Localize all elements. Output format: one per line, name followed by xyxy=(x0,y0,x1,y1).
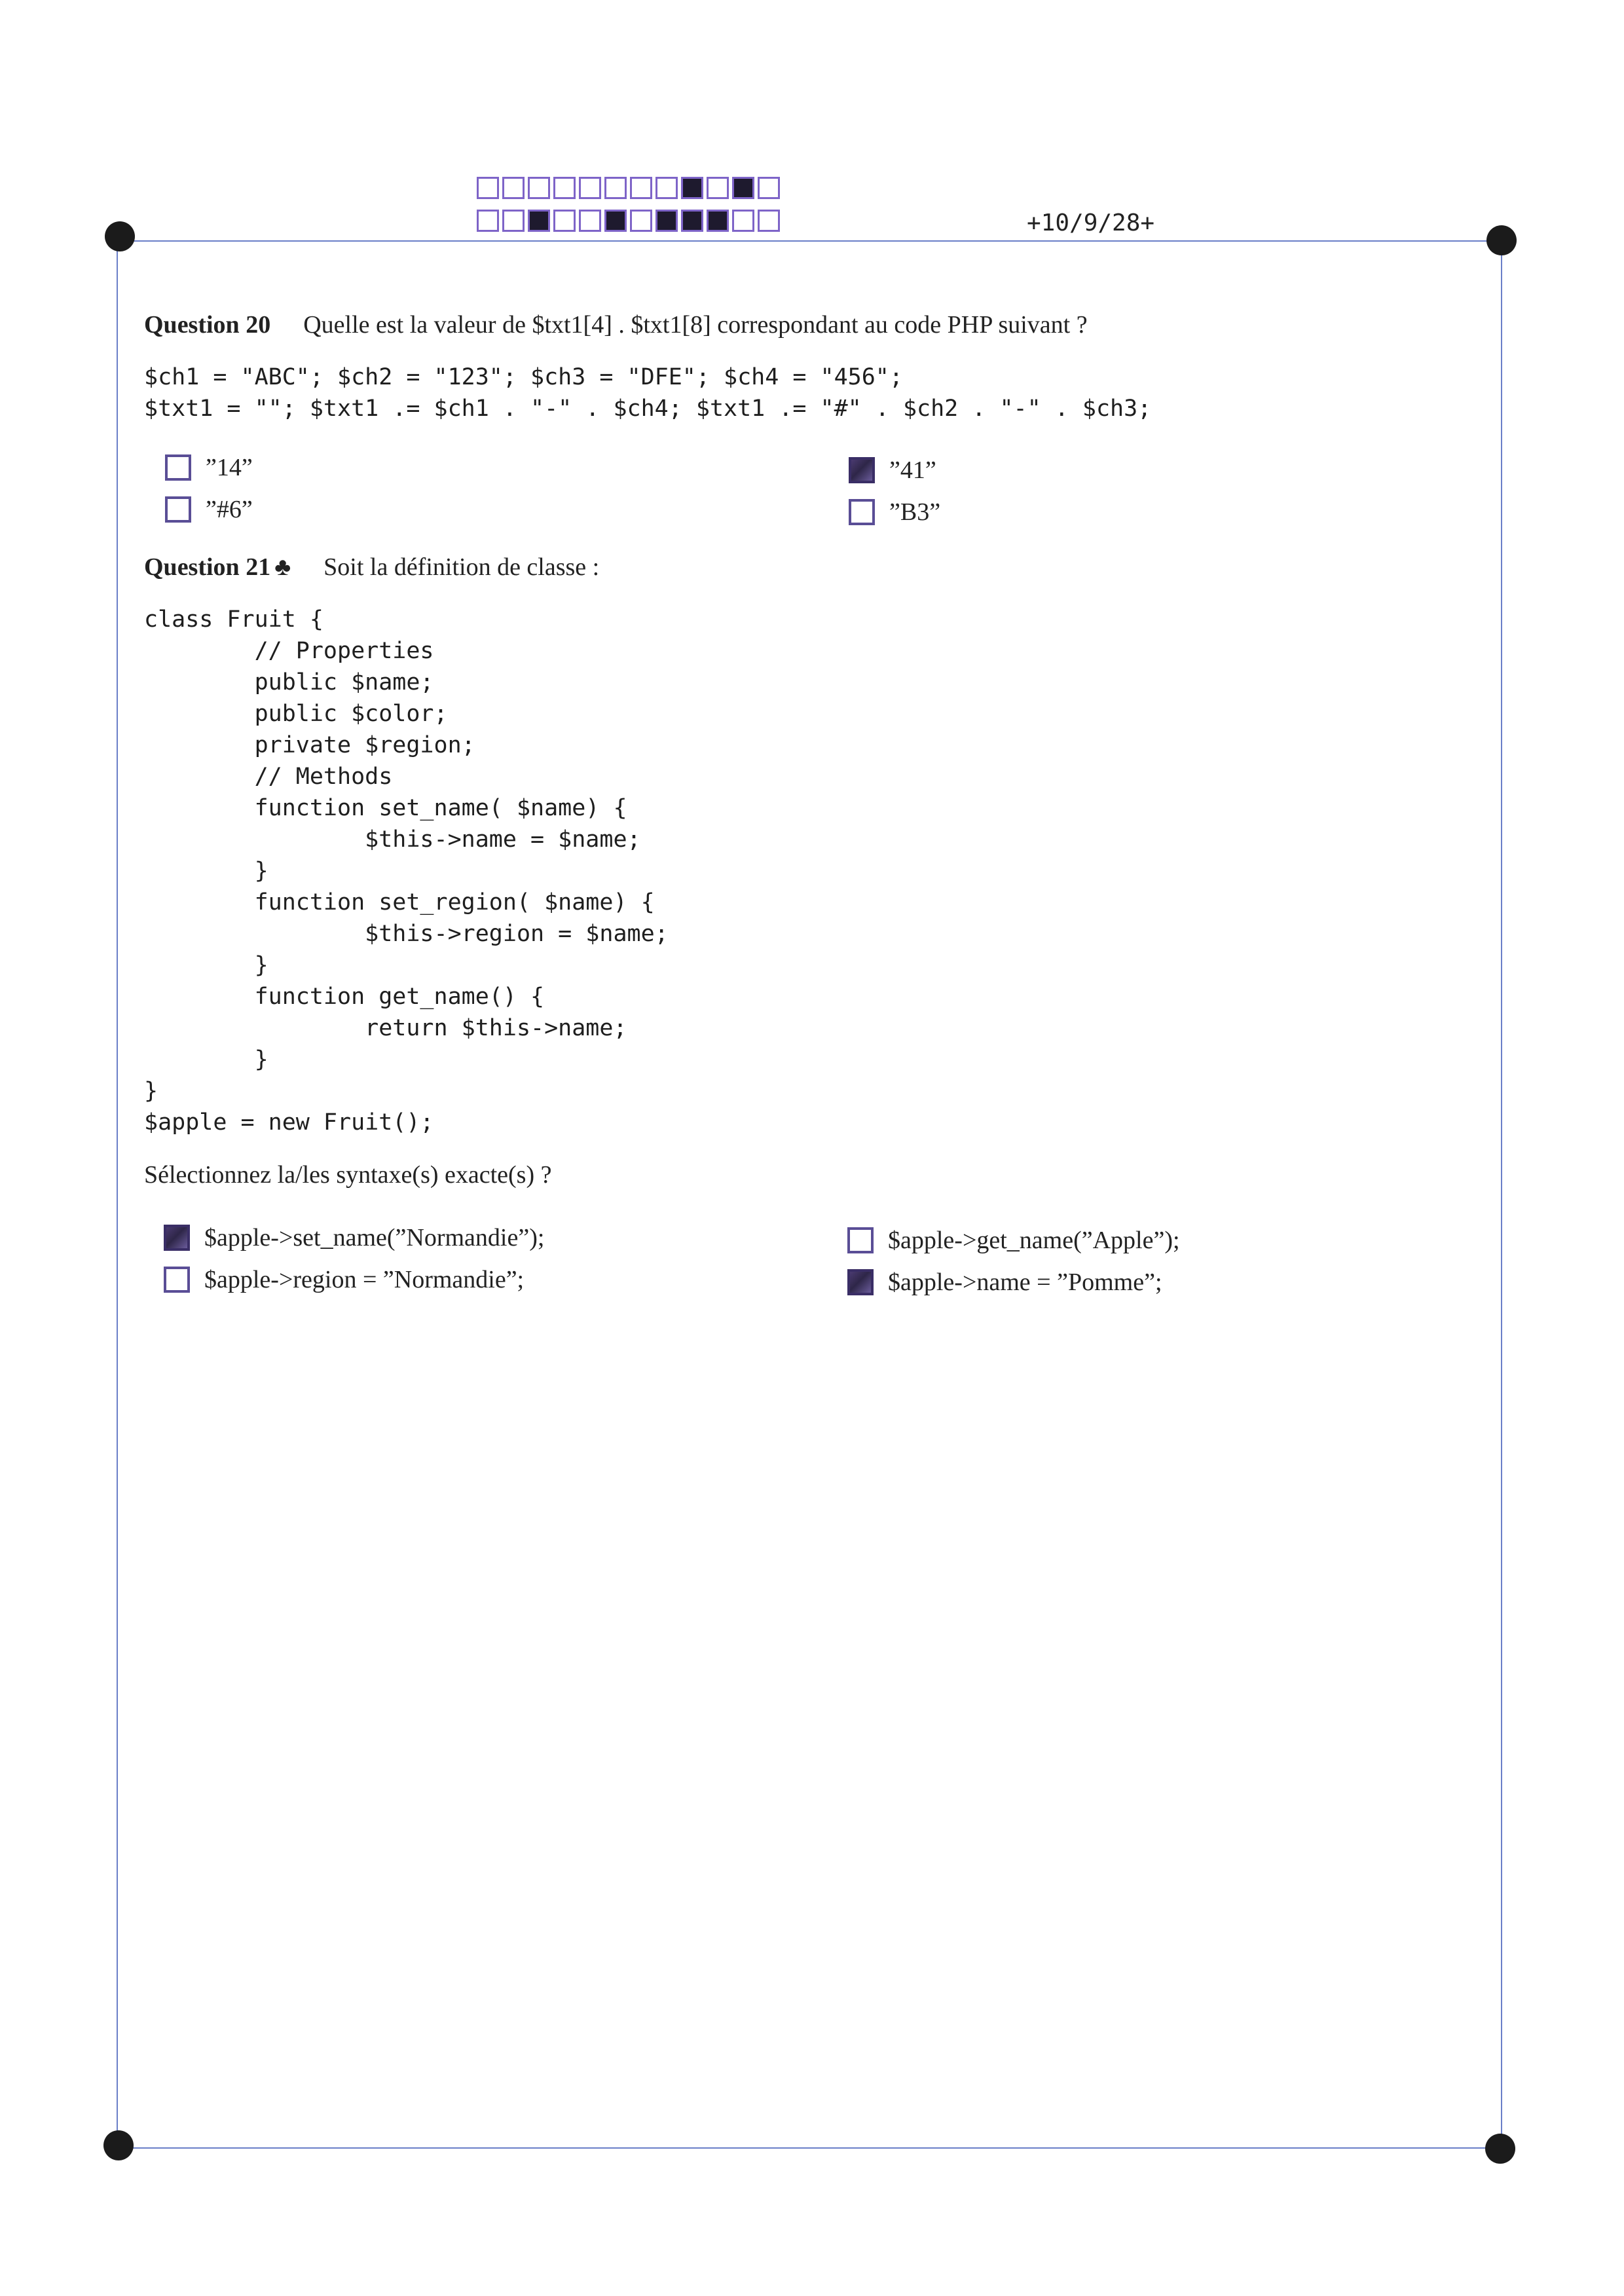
barcode-cell xyxy=(528,210,550,232)
q20-option-41[interactable] xyxy=(849,456,936,485)
q21-option-name-pomme-label: $apple->name = ”Pomme”; xyxy=(888,1268,1162,1296)
barcode-cell xyxy=(604,210,627,232)
q20-option-b3-label: ”B3” xyxy=(889,498,941,526)
barcode-cell xyxy=(630,210,652,232)
barcode-cell xyxy=(528,177,550,199)
q21-option-get-name[interactable] xyxy=(847,1226,1180,1255)
question-20-code: $ch1 = "ABC"; $ch2 = "123"; $ch3 = "DFE"; $ch4 = "456"; $txt1 = ""; $txt1 .= $ch1 . "-" . $ch4; $txt1 .= "#" . $ch2 . "-" . $ch3; xyxy=(144,364,1152,422)
q20-option-hash6[interactable] xyxy=(165,495,253,524)
barcode-cell xyxy=(655,177,678,199)
barcode-cell xyxy=(502,210,525,232)
barcode-cell xyxy=(502,177,525,199)
barcode-row-top xyxy=(477,177,783,199)
q20-option-14[interactable] xyxy=(165,453,253,482)
barcode-cell xyxy=(630,177,652,199)
barcode-cell xyxy=(553,177,576,199)
barcode-row-bottom xyxy=(477,210,783,232)
barcode-cell xyxy=(579,210,601,232)
q20-option-14-checkbox[interactable] xyxy=(165,454,191,481)
corner-marker-top-left xyxy=(105,221,135,251)
q20-option-hash6-checkbox[interactable] xyxy=(165,496,191,523)
question-21-code: class Fruit { // Properties public $name; public $color; private $region; // Methods function set_name( $name) { $this->name = $name; } function set_region( $name) { $this->region = $name; } function get_name() { return $this->name; } } $apple = new Fruit(); xyxy=(144,606,669,1136)
q21-option-name-pomme[interactable] xyxy=(847,1268,1162,1297)
barcode-cell xyxy=(681,210,703,232)
barcode-cell xyxy=(707,177,729,199)
barcode-cell xyxy=(732,177,754,199)
q21-option-name-pomme-checkbox[interactable] xyxy=(847,1269,874,1295)
barcode-cell xyxy=(707,210,729,232)
q21-option-region-label: $apple->region = ”Normandie”; xyxy=(204,1266,525,1293)
question-20-header xyxy=(144,310,1088,339)
q20-option-41-label: ”41” xyxy=(889,456,936,484)
q20-option-41-checkbox[interactable] xyxy=(849,457,875,483)
question-21-text: Soit la définition de classe : xyxy=(323,553,600,581)
q21-option-region-checkbox[interactable] xyxy=(164,1267,190,1293)
q21-option-get-name-label: $apple->get_name(”Apple”); xyxy=(888,1227,1180,1254)
corner-marker-bottom-right xyxy=(1485,2134,1515,2164)
question-20-text: Quelle est la valeur de $txt1[4] . $txt1[8] correspondant au code PHP suivant ? xyxy=(303,311,1088,339)
barcode-cell xyxy=(681,177,703,199)
q21-option-set-name-checkbox[interactable] xyxy=(164,1225,190,1251)
corner-marker-top-right xyxy=(1486,225,1517,255)
q21-option-get-name-checkbox[interactable] xyxy=(847,1227,874,1253)
barcode-cell xyxy=(758,210,780,232)
q21-option-set-name[interactable] xyxy=(164,1223,544,1252)
q20-option-hash6-label: ”#6” xyxy=(206,496,253,523)
corner-marker-bottom-left xyxy=(103,2130,134,2160)
barcode-cell xyxy=(655,210,678,232)
q20-option-14-label: ”14” xyxy=(206,454,253,481)
page-id: +10/9/28+ xyxy=(1027,210,1155,236)
barcode-cell xyxy=(579,177,601,199)
question-21-header xyxy=(144,553,599,582)
q20-option-b3[interactable] xyxy=(849,498,940,527)
q21-option-set-name-label: $apple->set_name(”Normandie”); xyxy=(204,1224,545,1251)
q20-option-b3-checkbox[interactable] xyxy=(849,499,875,525)
barcode-cell xyxy=(477,177,499,199)
question-21-label: Question 21 ♣ xyxy=(144,553,291,581)
question-21-prompt: Sélectionnez la/les syntaxe(s) exacte(s) ? xyxy=(144,1161,552,1189)
barcode-cell xyxy=(477,210,499,232)
question-20-label: Question 20 xyxy=(144,311,271,339)
barcode-cell xyxy=(553,210,576,232)
q21-option-region[interactable] xyxy=(164,1265,524,1294)
page-frame xyxy=(117,240,1502,2149)
barcode-cell xyxy=(604,177,627,199)
barcode-cell xyxy=(732,210,754,232)
club-icon: ♣ xyxy=(274,553,291,581)
barcode-cell xyxy=(758,177,780,199)
